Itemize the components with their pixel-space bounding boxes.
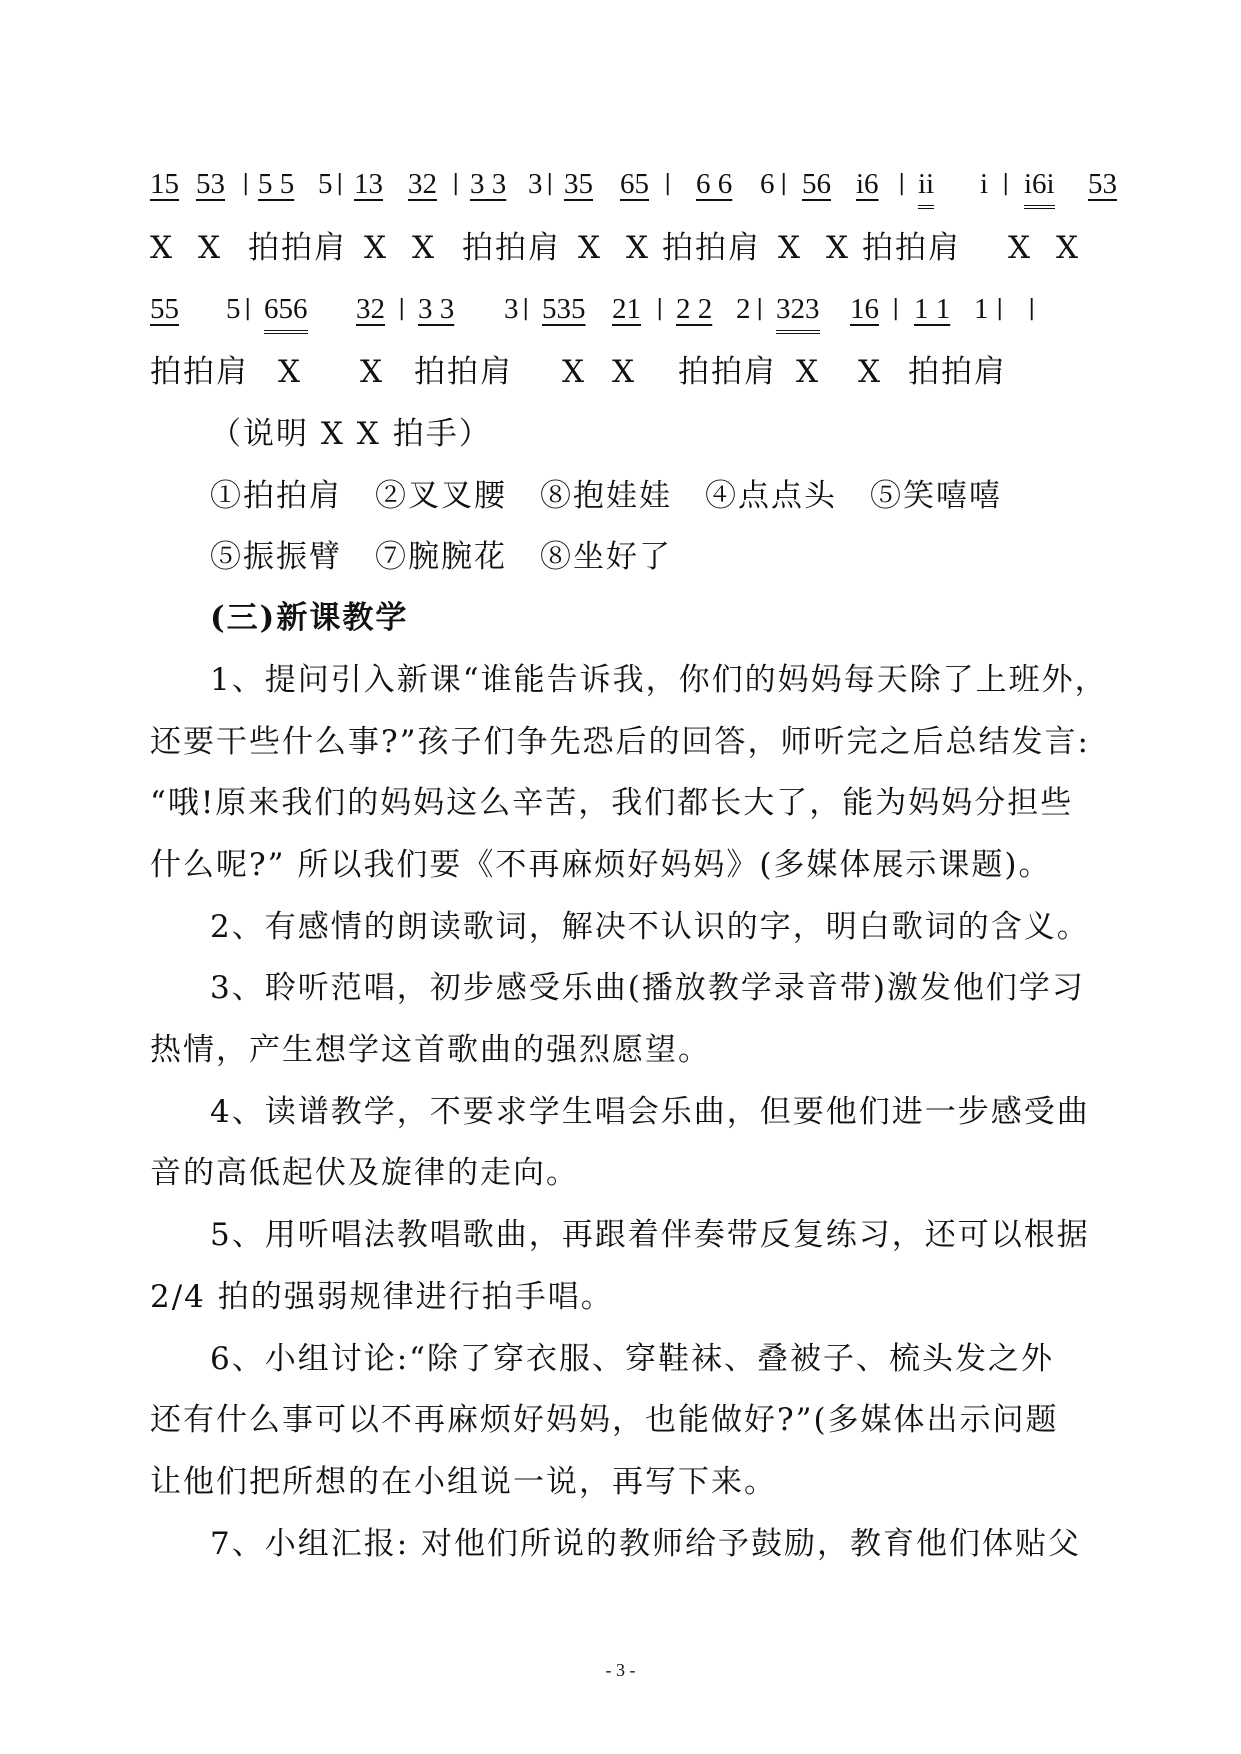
note-group: 535 xyxy=(542,293,586,325)
bar-line: | xyxy=(996,296,1004,321)
clap-mark: X xyxy=(796,354,821,390)
actions-list-2: ⑤振振臂 ⑦腕腕花 ⑧坐好了 xyxy=(210,539,672,575)
paragraph-6-line-3: 让他们把所想的在小组说一说，再写下来。 xyxy=(150,1464,777,1500)
note: 1 xyxy=(974,293,989,325)
rhythm-row-2 xyxy=(150,352,1140,396)
note-group: 2 2 xyxy=(676,293,713,325)
paragraph-1-line-3: “哦!原来我们的妈妈这么辛苦，我们都长大了，能为妈妈分担些 xyxy=(150,785,1074,821)
paragraph-5-line-1: 5、用听唱法教唱歌曲，再跟着伴奏带反复练习，还可以根据 xyxy=(210,1217,1090,1253)
bar-line: | xyxy=(664,171,672,196)
bar-line: | xyxy=(522,296,530,321)
action-word: 拍拍肩 xyxy=(662,230,761,266)
clap-mark: X xyxy=(578,230,603,266)
note-group: 65 xyxy=(620,168,649,200)
section-title: (三)新课教学 xyxy=(210,600,409,636)
note-group: 35 xyxy=(564,168,593,200)
action-word: 拍拍肩 xyxy=(862,230,961,266)
bar-line: | xyxy=(244,296,252,321)
notation-row-1 xyxy=(150,164,1140,208)
rhythm-row-1 xyxy=(150,228,1140,272)
note: 2 xyxy=(736,293,751,325)
note-group: 55 xyxy=(150,293,179,325)
clap-mark: X xyxy=(360,354,385,390)
note-group: 21 xyxy=(612,293,641,325)
note-text: （说明 X X 拍手） xyxy=(210,416,492,452)
paragraph-6-line-2: 还有什么事可以不再麻烦好妈妈，也能做好?”(多媒体出示问题 xyxy=(150,1402,1059,1438)
clap-mark: X xyxy=(364,230,389,266)
note-group: i6i xyxy=(1024,164,1055,209)
paragraph-4-line-1: 4、读谱教学，不要求学生唱会乐曲，但要他们进一步感受曲 xyxy=(210,1094,1090,1130)
note-group: 3 3 xyxy=(470,168,507,200)
action-word: 拍拍肩 xyxy=(462,230,561,266)
note: i xyxy=(980,168,989,200)
note: 5 xyxy=(226,293,241,325)
note-group: 323 xyxy=(776,289,820,334)
paragraph-1-line-4: 什么呢?” 所以我们要《不再麻烦好妈妈》(多媒体展示课题)。 xyxy=(150,847,1052,883)
note-group: ii xyxy=(918,164,934,209)
clap-mark: X xyxy=(626,230,651,266)
note-group: 32 xyxy=(356,293,385,325)
action-word: 拍拍肩 xyxy=(908,354,1007,390)
actions-list-1: ①拍拍肩 ②叉叉腰 ⑧抱娃娃 ④点点头 ⑤笑嘻嘻 xyxy=(210,478,1002,514)
clap-mark: X xyxy=(198,230,223,266)
action-word: 拍拍肩 xyxy=(678,354,777,390)
note-group: 5 5 xyxy=(258,168,295,200)
bar-line: | xyxy=(546,171,554,196)
page-number: - 3 - xyxy=(605,1660,636,1680)
paragraph-1-line-2: 还要干些什么事?”孩子们争先恐后的回答，师听完之后总结发言: xyxy=(150,724,1090,760)
note-group: 656 xyxy=(264,289,308,334)
note-group: 53 xyxy=(196,168,225,200)
clap-mark: X xyxy=(1008,230,1033,266)
note-group: 6 6 xyxy=(696,168,733,200)
note-group: 56 xyxy=(802,168,831,200)
note-group: 53 xyxy=(1088,168,1117,200)
note: 3 xyxy=(528,168,543,200)
clap-mark: X xyxy=(562,354,587,390)
action-word: 拍拍肩 xyxy=(248,230,347,266)
paragraph-7-line-1: 7、小组汇报: 对他们所说的教师给予鼓励，教育他们体贴父 xyxy=(210,1526,1082,1562)
note: 5 xyxy=(318,168,333,200)
paragraph-3-line-2: 热情，产生想学这首歌曲的强烈愿望。 xyxy=(150,1032,711,1068)
bar-line: | xyxy=(780,171,788,196)
bar-line: | xyxy=(336,171,344,196)
clap-mark: X xyxy=(278,354,303,390)
clap-mark: X xyxy=(150,230,175,266)
note-group: i6 xyxy=(856,168,879,200)
bar-line: | xyxy=(1002,171,1010,196)
paragraph-6-line-1: 6、小组讨论:“除了穿衣服、穿鞋袜、叠被子、梳头发之外 xyxy=(210,1341,1055,1377)
note: 3 xyxy=(504,293,519,325)
paragraph-3-line-1: 3、聆听范唱，初步感受乐曲(播放教学录音带)激发他们学习 xyxy=(210,970,1085,1006)
note-group: 15 xyxy=(150,168,179,200)
note-group: 13 xyxy=(354,168,383,200)
clap-mark: X xyxy=(826,230,851,266)
paragraph-4-line-2: 音的高低起伏及旋律的走向。 xyxy=(150,1155,579,1191)
paragraph-2-line-1: 2、有感情的朗读歌词，解决不认识的字，明白歌词的含义。 xyxy=(210,909,1090,945)
note-group: 16 xyxy=(850,293,879,325)
action-word: 拍拍肩 xyxy=(414,354,513,390)
bar-line: | xyxy=(892,296,900,321)
note-group: 32 xyxy=(408,168,437,200)
bar-line: | xyxy=(1028,296,1036,321)
bar-line: | xyxy=(452,171,460,196)
paragraph-5-line-2: 2/4 拍的强弱规律进行拍手唱。 xyxy=(150,1279,614,1315)
action-word: 拍拍肩 xyxy=(150,354,249,390)
bar-line: | xyxy=(756,296,764,321)
clap-mark: X xyxy=(1056,230,1081,266)
note: 6 xyxy=(760,168,775,200)
bar-line: | xyxy=(656,296,664,321)
bar-line: | xyxy=(242,171,250,196)
clap-mark: X xyxy=(778,230,803,266)
clap-mark: X xyxy=(612,354,637,390)
clap-mark: X xyxy=(858,354,883,390)
bar-line: | xyxy=(898,171,906,196)
note-group: 1 1 xyxy=(914,293,951,325)
paragraph-1-line-1: 1、提问引入新课“谁能告诉我，你们的妈妈每天除了上班外， xyxy=(210,662,1108,698)
note-group: 3 3 xyxy=(418,293,455,325)
bar-line: | xyxy=(398,296,406,321)
clap-mark: X xyxy=(412,230,437,266)
notation-row-2 xyxy=(150,289,1140,333)
